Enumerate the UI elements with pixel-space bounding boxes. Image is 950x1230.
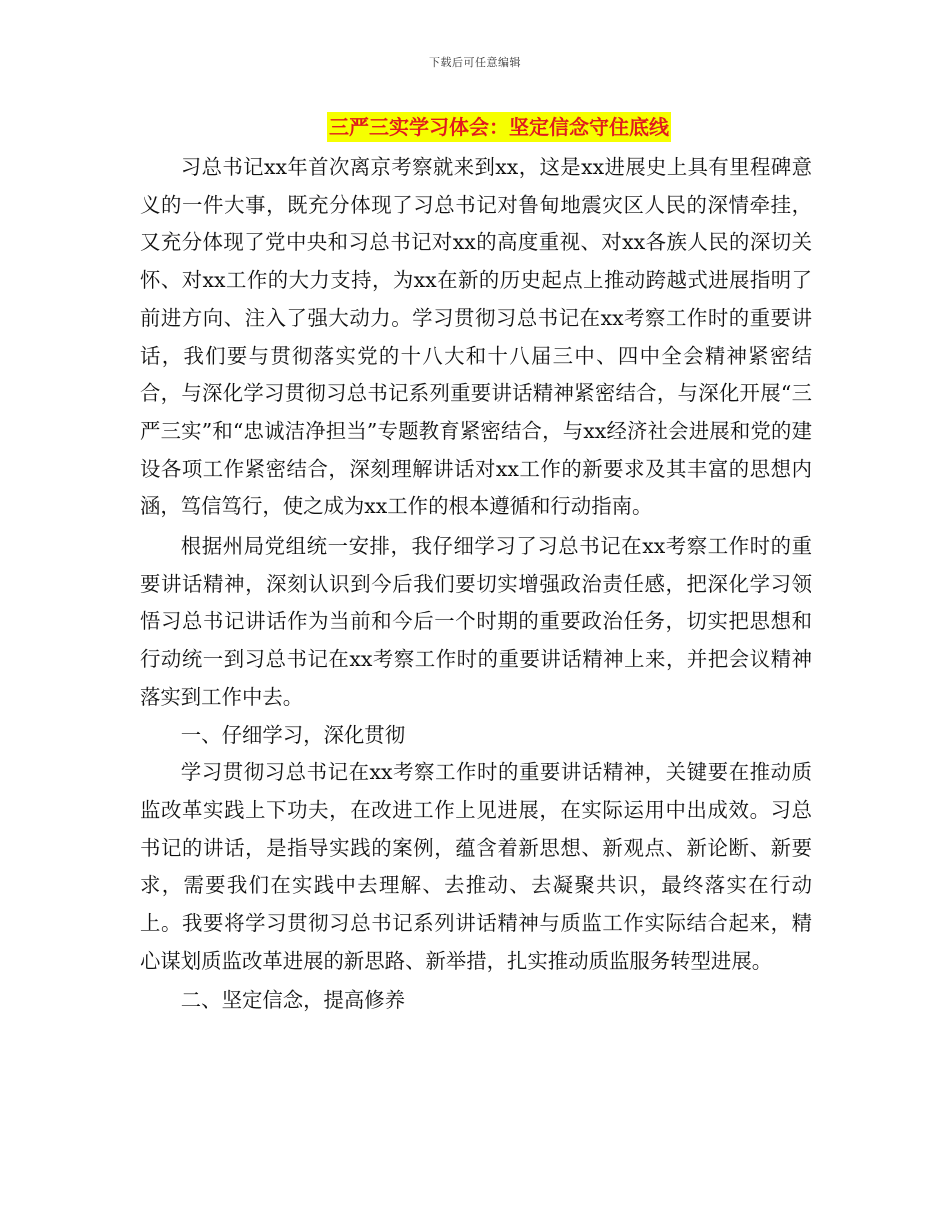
section-heading-2: 二、坚定信念，提高修养	[180, 988, 406, 1013]
section-heading-1: 一、仔细学习，深化贯彻	[180, 722, 406, 747]
document-body	[140, 147, 812, 1020]
document-title: 三严三实学习体会：坚定信念守住底线	[327, 112, 671, 142]
header-note: 下载后可任意编辑	[429, 56, 521, 69]
paragraph-section-1: 学习贯彻习总书记在xx考察工作时的重要讲话精神，关键要在推动质监改革实践上下功夫，在改进工作上见进展，在实际运用中出成效。习总书记的讲话，是指导实践的案例，蕴含着新思想、新观点、新论断、新要求，需要我们在实践中去理解、去推动、去凝聚共识，最终落实在行动上。我要将学习贯彻习总书记系列讲话精神与质监工作实际结合起来，精心谋划质监改革进展的新思路、新举措，扎实推动质监服务转型进展。	[140, 760, 812, 973]
paragraph-intro: 习总书记xx年首次离京考察就来到xx，这是xx进展史上具有里程碑意义的一件大事，既充分体现了习总书记对鲁甸地震灾区人民的深情牵挂，又充分体现了党中央和习总书记对xx的高度重视、对xx各族人民的深切关怀、对xx工作的大力支持，为xx在新的历史起点上推动跨越式进展指明了前进方向、注入了强大动力。学习贯彻习总书记在xx考察工作时的重要讲话，我们要与贯彻落实党的十八大和十八届三中、四中全会精神紧密结合，与深化学习贯彻习总书记系列重要讲话精神紧密结合，与深化开展“三严三实”和“忠诚洁净担当”专题教育紧密结合，与xx经济社会进展和党的建设各项工作紧密结合，深刻理解讲话对xx工作的新要求及其丰富的思想内涵，笃信笃行，使之成为xx工作的根本遵循和行动指南。	[140, 155, 812, 519]
paragraph-arrangement: 根据州局党组统一安排，我仔细学习了习总书记在xx考察工作时的重要讲话精神，深刻认识到今后我们要切实增强政治责任感，把深化学习领悟习总书记讲话作为当前和今后一个时期的重要政治任务，切实把思想和行动统一到习总书记在xx考察工作时的重要讲话精神上来，并把会议精神落实到工作中去。	[140, 534, 812, 709]
title-container	[0, 112, 950, 142]
